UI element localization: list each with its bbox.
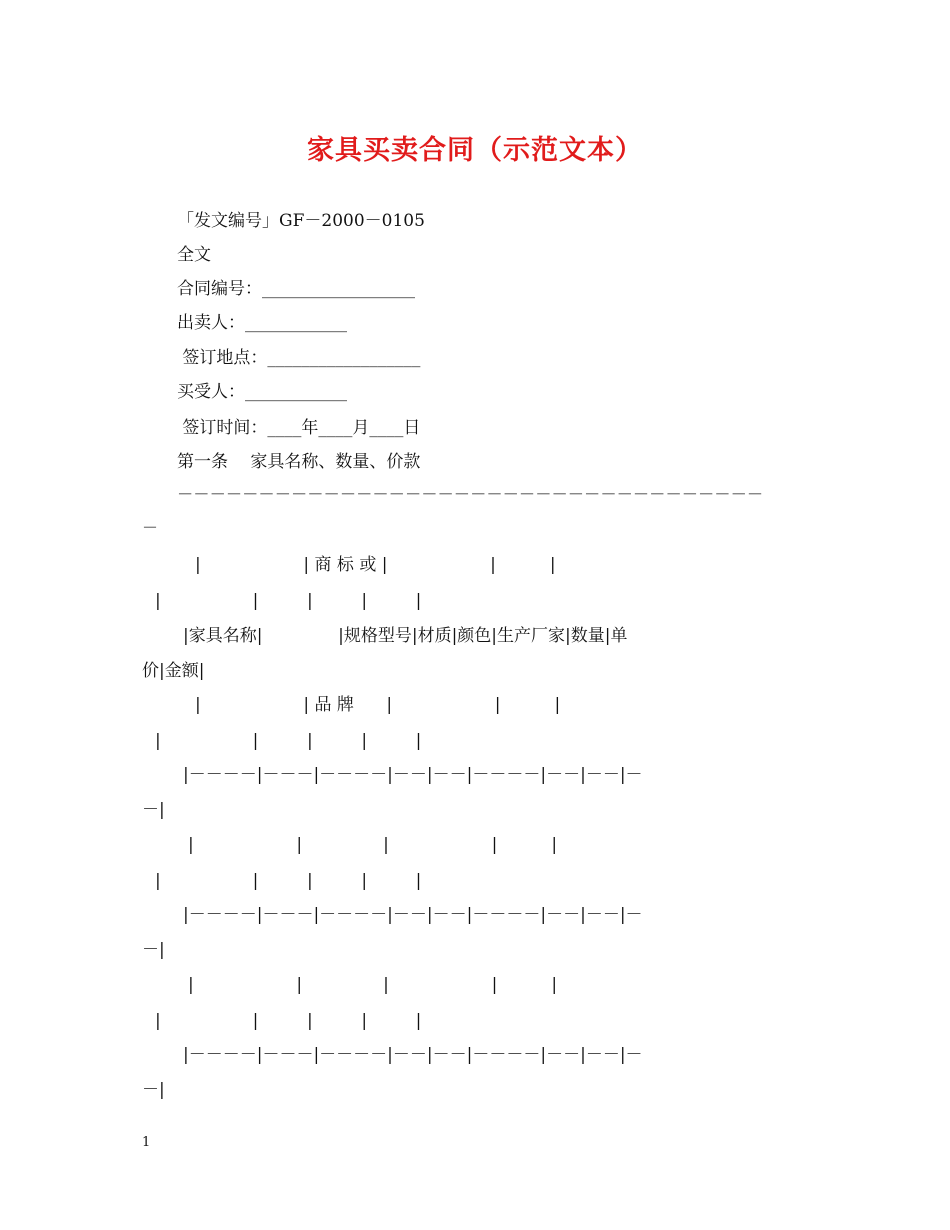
seller-line: 出卖人：____________ xyxy=(177,313,347,333)
page-number: 1 xyxy=(142,1135,151,1150)
table-top-rule: －－－－－－－－－－－－－－－－－－－－－－－－－－－－－－－－－－－－ xyxy=(177,485,764,504)
full-text-label: 全文 xyxy=(177,245,211,265)
document-number-line: 「发文编号」GF－2000－0105 xyxy=(177,211,425,231)
signing-place-line: 签订地点：__________________ xyxy=(177,348,421,368)
table-row-empty-b: | | | | | xyxy=(155,871,422,891)
buyer-line: 买受人：____________ xyxy=(177,382,347,402)
table-row-divider: |－－－－|－－－|－－－－|－－|－－|－－－－|－－|－－|－ xyxy=(183,765,643,785)
table-row-empty-a: | | | | | xyxy=(188,835,558,855)
table-row-header-3b: | | | | | xyxy=(155,731,422,751)
article-one-heading: 第一条 家具名称、数量、价款 xyxy=(177,452,421,472)
table-row-header-2-wrap: 价|金额| xyxy=(142,661,205,681)
signing-time-line: 签订时间：____年____月____日 xyxy=(177,418,421,438)
table-row-header-1a: | | 商 标 或 | | | xyxy=(195,555,556,575)
table-row-divider-wrap: －| xyxy=(142,800,165,820)
document-title: 家具买卖合同（示范文本） xyxy=(307,135,643,166)
table-top-rule-wrap: － xyxy=(142,518,159,537)
table-row-divider: |－－－－|－－－|－－－－|－－|－－|－－－－|－－|－－|－ xyxy=(183,905,643,925)
table-row-empty-b: | | | | | xyxy=(155,1011,422,1031)
table-row-header-2: |家具名称| |规格型号|材质|颜色|生产厂家|数量|单 xyxy=(183,626,628,646)
table-row-header-3a: | | 品 牌 | | | xyxy=(195,695,561,715)
table-row-divider-wrap: －| xyxy=(142,1080,165,1100)
table-row-header-1b: | | | | | xyxy=(155,591,422,611)
contract-number-line: 合同编号：__________________ xyxy=(177,279,415,299)
table-row-empty-a: | | | | | xyxy=(188,975,558,995)
table-row-divider-wrap: －| xyxy=(142,940,165,960)
table-row-divider: |－－－－|－－－|－－－－|－－|－－|－－－－|－－|－－|－ xyxy=(183,1045,643,1065)
